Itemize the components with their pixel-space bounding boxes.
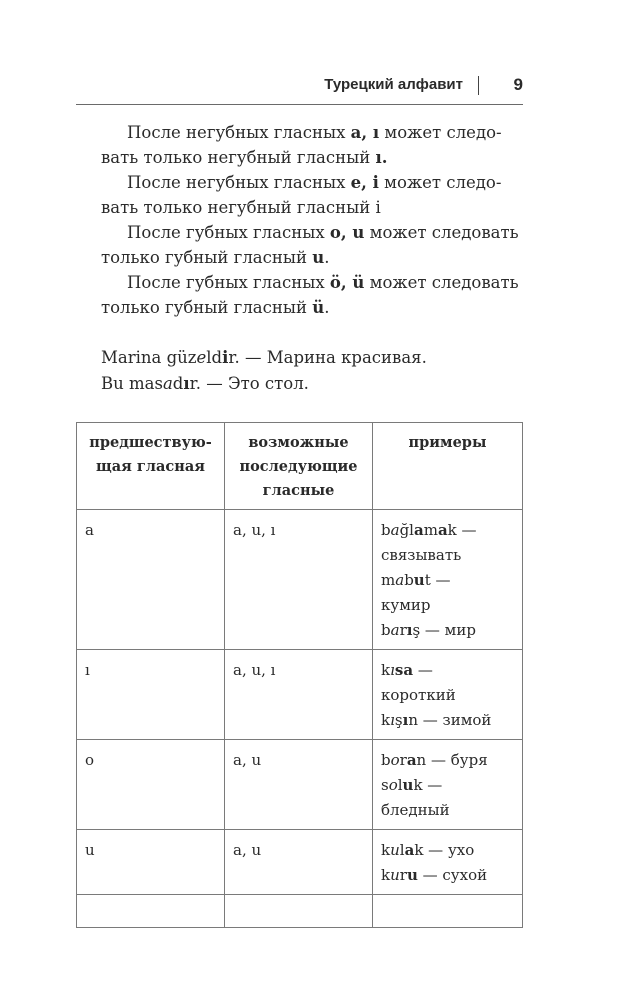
cell-following: a, u bbox=[225, 830, 373, 895]
example-sentence: Marina güzeldir. — Марина красивая. bbox=[101, 348, 427, 367]
rule-paragraph bbox=[101, 220, 523, 270]
example-sentence: Bu masadır. — Это стол. bbox=[101, 374, 309, 393]
table-row bbox=[77, 740, 523, 830]
cell-preceding: ı bbox=[77, 650, 225, 740]
cell-following: a, u, ı bbox=[225, 650, 373, 740]
rule-line: После негубных гласных e, i может следо- bbox=[127, 173, 502, 192]
table-row bbox=[77, 510, 523, 650]
page-number: 9 bbox=[513, 75, 523, 94]
rule-line: После губных гласных o, u может следовать bbox=[127, 223, 519, 242]
cell-empty bbox=[77, 895, 225, 928]
rule-line: После негубных гласных a, ı может следо- bbox=[127, 123, 502, 142]
cell-empty bbox=[373, 895, 523, 928]
rule-line: вать только негубный гласный ı. bbox=[101, 148, 388, 167]
example-sentences bbox=[101, 345, 427, 397]
rule-line: только губный гласный ü. bbox=[101, 298, 330, 317]
rule-paragraph bbox=[101, 270, 523, 320]
table-row-empty bbox=[77, 895, 523, 928]
rule-line: После губных гласных ö, ü может следовать bbox=[127, 273, 519, 292]
rule-paragraph bbox=[101, 170, 523, 220]
page-header bbox=[76, 70, 523, 105]
table-row bbox=[77, 830, 523, 895]
cell-empty bbox=[225, 895, 373, 928]
cell-following: a, u bbox=[225, 740, 373, 830]
running-title: Турецкий алфавит bbox=[324, 76, 463, 93]
vowel-harmony-table bbox=[76, 422, 523, 928]
cell-examples: boran — буря soluk — бледный bbox=[373, 740, 523, 830]
table-header-row bbox=[77, 423, 523, 510]
cell-preceding: a bbox=[77, 510, 225, 650]
cell-preceding: o bbox=[77, 740, 225, 830]
column-header-preceding: предшествую- щая гласная bbox=[77, 423, 225, 510]
cell-examples: kulak — ухо kuru — сухой bbox=[373, 830, 523, 895]
column-header-examples: примеры bbox=[373, 423, 523, 510]
header-separator bbox=[478, 76, 479, 95]
cell-examples: bağlamak — связывать mabut — кумир barış — мир bbox=[373, 510, 523, 650]
vowel-harmony-rules bbox=[101, 120, 523, 320]
column-header-following: возможные последующие гласные bbox=[225, 423, 373, 510]
cell-following: a, u, ı bbox=[225, 510, 373, 650]
table-row bbox=[77, 650, 523, 740]
rule-line: только губный гласный u. bbox=[101, 248, 330, 267]
rule-paragraph bbox=[101, 120, 523, 170]
cell-preceding: u bbox=[77, 830, 225, 895]
cell-examples: kısa — короткий kışın — зимой bbox=[373, 650, 523, 740]
rule-line: вать только негубный гласный i bbox=[101, 198, 381, 217]
